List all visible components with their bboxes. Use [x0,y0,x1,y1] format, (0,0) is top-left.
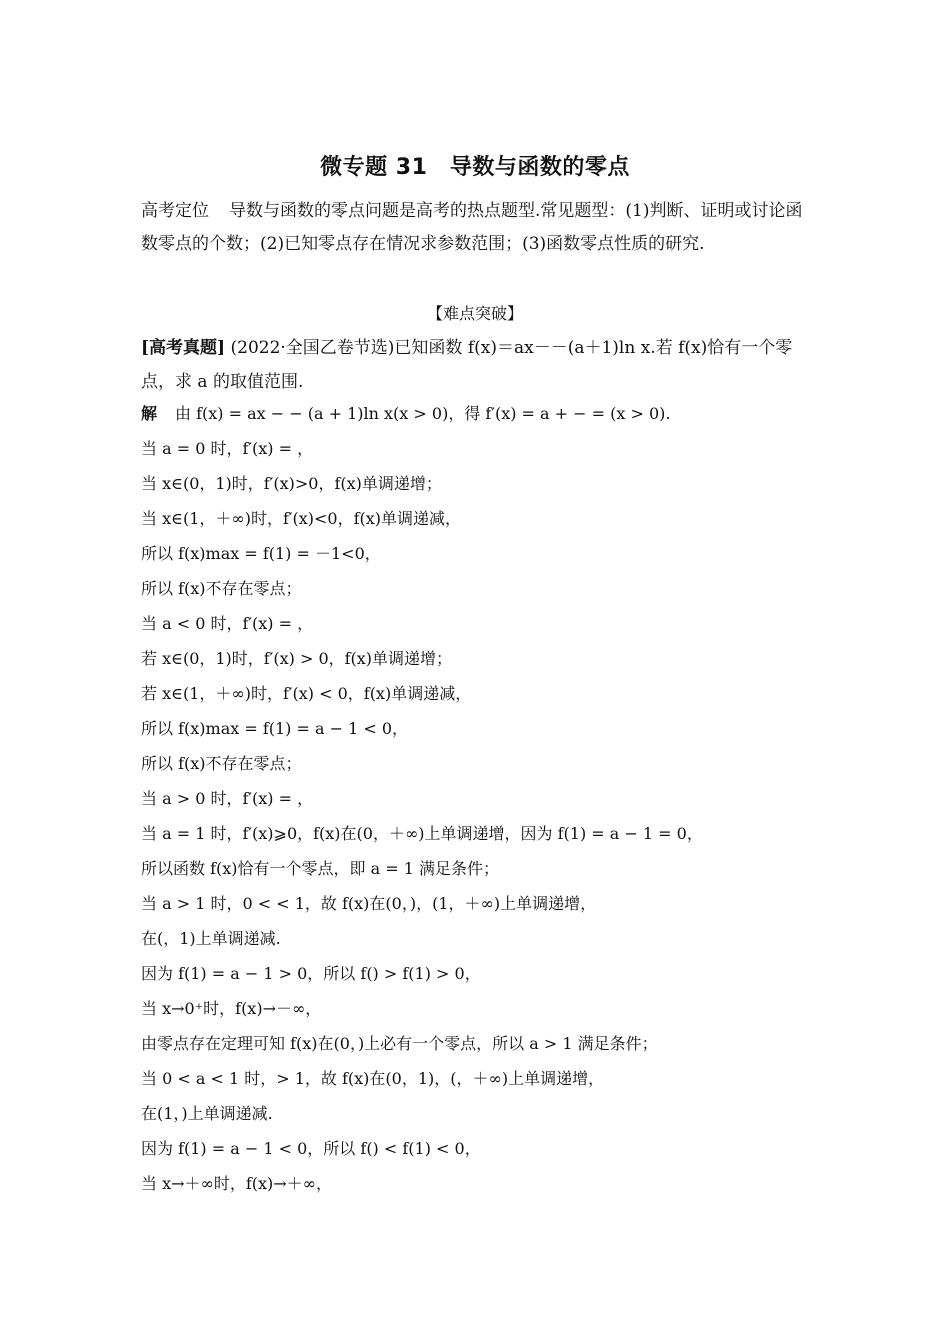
solution-line-3: 当 x∈(0，1)时，f′(x)>0，f(x)单调递增； [141,474,442,493]
solution-line-23: 当 x→＋∞时，f(x)→＋∞， [141,1174,333,1193]
problem-tag: [高考真题] [141,338,226,358]
solution-line-12: 当 a > 0 时，f′(x) = ， [141,789,314,808]
solution-line-9: 若 x∈(1，＋∞)时，f′(x) < 0，f(x)单调递减， [141,684,472,703]
solution-line-10: 所以 f(x)max = f(1) = a − 1 < 0， [141,719,409,738]
intro-paragraph [141,195,813,261]
solution-line-6: 所以 f(x)不存在零点； [141,579,302,598]
solution-line-4: 当 x∈(1，＋∞)时，f′(x)<0，f(x)单调递减， [141,509,462,528]
solution-line-17: 因为 f(1) = a − 1 > 0，所以 f() > f(1) > 0， [141,964,481,983]
solution-line-18: 当 x→0⁺时，f(x)→－∞， [141,999,322,1018]
solution-line-11: 所以 f(x)不存在零点； [141,754,302,773]
solution-line-1: 解 由 f(x) = ax − − (a + 1)ln x(x > 0)，得 f′(x) = a + − = (x > 0). [141,404,671,423]
solution-line-14: 所以函数 f(x)恰有一个零点，即 a = 1 满足条件； [141,859,499,878]
page-title: 微专题 31 导数与函数的零点 [320,155,630,180]
solution-line-15: 当 a > 1 时，0 < < 1，故 f(x)在(0，)，(1，＋∞)上单调递增， [141,894,597,913]
intro-label: 高考定位 [141,201,209,221]
solution-line-7: 当 a < 0 时，f′(x) = ， [141,614,314,633]
section-title: 【难点突破】 [426,304,523,323]
solution-line-16: 在(，1)上单调递减. [141,929,281,948]
solution-line-2: 当 a = 0 时，f′(x) = ， [141,439,314,458]
problem-statement [141,331,813,399]
solution-line-13: 当 a = 1 时，f′(x)⩾0，f(x)在(0，＋∞)上单调递增，因为 f(1) = a − 1 = 0， [141,824,703,843]
problem-text: (2022·全国乙卷节选)已知函数 f(x)＝ax－－(a＋1)ln x.若 f(x)恰有一个零点，求 a 的取值范围. [141,338,793,392]
solution-line-20: 当 0 < a < 1 时，> 1，故 f(x)在(0，1)，(，＋∞)上单调递增， [141,1069,605,1088]
intro-text: 导数与函数的零点问题是高考的热点题型.常见题型：(1)判断、证明或讨论函数零点的个数；(2)已知零点存在情况求参数范围；(3)函数零点性质的研究. [141,201,803,254]
solution-line-8: 若 x∈(0，1)时，f′(x) > 0，f(x)单调递增； [141,649,453,668]
solution-lead: 解 [141,404,158,423]
solution-line-19: 由零点存在定理可知 f(x)在(0，)上必有一个零点，所以 a > 1 满足条件； [141,1034,658,1053]
solution-line-5: 所以 f(x)max = f(1) = －1<0， [141,544,381,563]
solution-line-21: 在(1，)上单调递减. [141,1104,273,1123]
solution-line-22: 因为 f(1) = a − 1 < 0，所以 f() < f(1) < 0， [141,1139,481,1158]
